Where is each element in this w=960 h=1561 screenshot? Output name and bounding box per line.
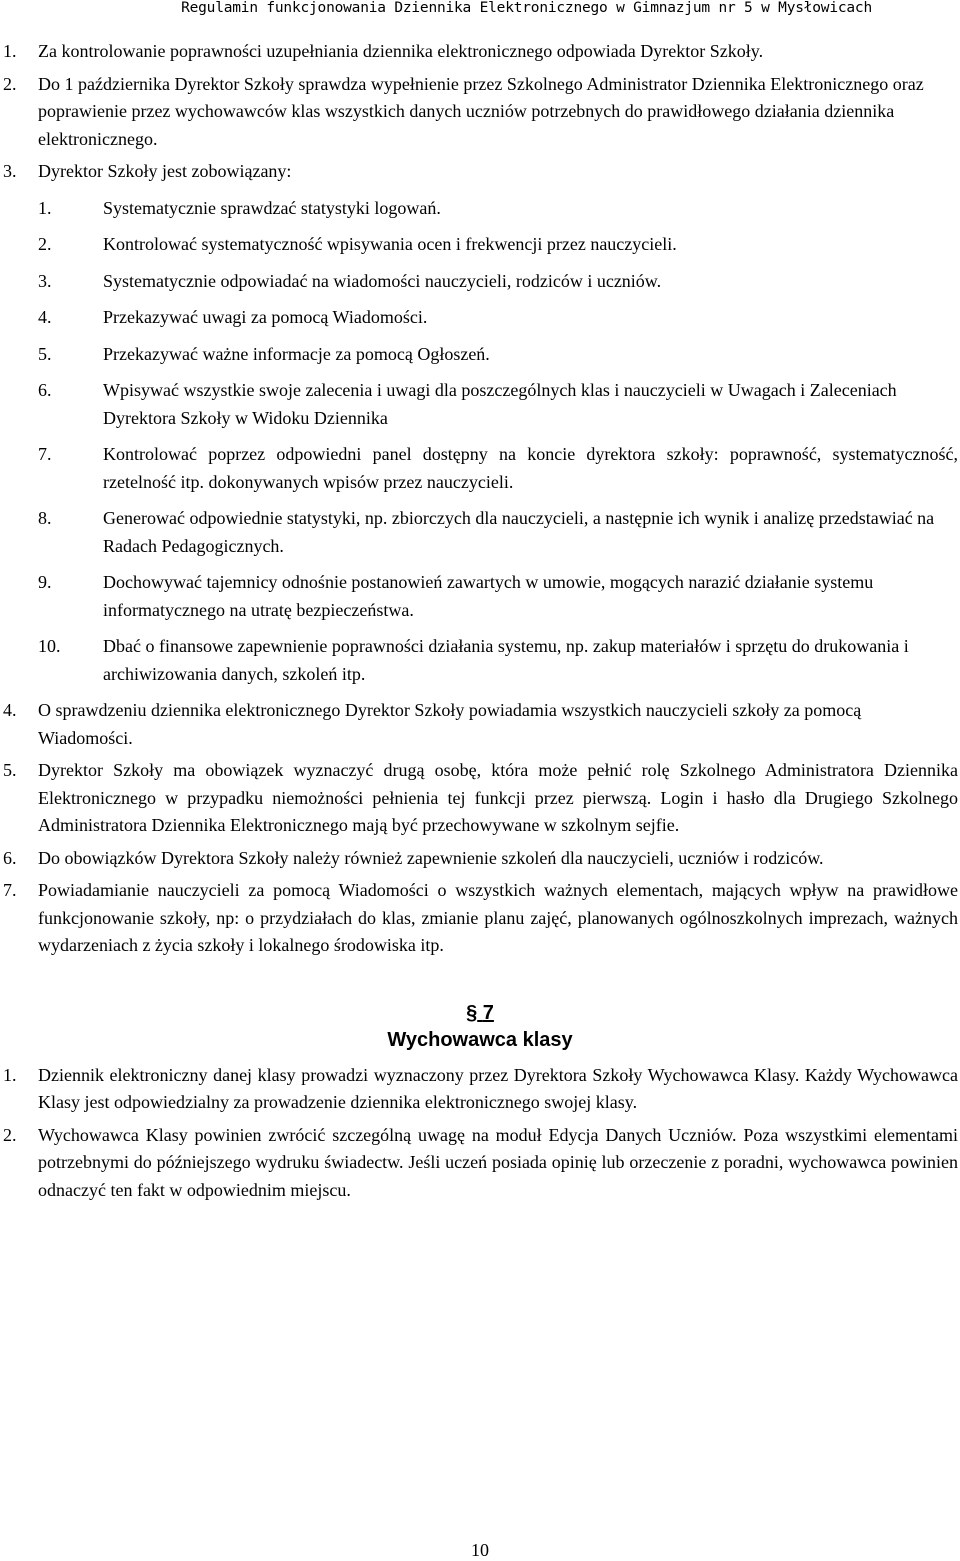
item-number: 9. — [38, 572, 52, 592]
section-number-value: 7 — [482, 1001, 494, 1024]
list-item — [0, 757, 960, 840]
section-symbol: § — [466, 1001, 478, 1024]
item-text: O sprawdzeniu dziennika elektronicznego Dyrektor Szkoły powiadamia wszystkich nauczycieli szkoły za pomocą Wiadomości. — [38, 700, 862, 748]
item-text: Powiadamianie nauczycieli za pomocą Wiadomości o wszystkich ważnych elementach, mających wpływ na prawidłowe funkcjonowanie szkoły, np: o przydziałach do klas, zmianie planu zajęć, planowanych ogólnoszkolnych imprezach, ważnych wydarzeniach z życia szkoły i lokalnego środowiska itp. — [38, 880, 958, 955]
item-text: Przekazywać uwagi za pomocą Wiadomości. — [103, 307, 428, 327]
sub-list-item — [0, 195, 960, 223]
item-text: Za kontrolowanie poprawności uzupełniania dziennika elektronicznego odpowiada Dyrektor Szkoły. — [38, 41, 764, 61]
sub-list-item — [0, 569, 960, 624]
item-number: 7. — [38, 444, 52, 464]
sub-list-item — [0, 633, 960, 688]
section-title: Wychowawca klasy — [387, 1028, 573, 1051]
item-text: Wpisywać wszystkie swoje zalecenia i uwagi dla poszczególnych klas i nauczycieli w Uwagach i Zaleceniach Dyrektora Szkoły w Widoku Dziennika — [103, 380, 897, 428]
item-number: 6. — [38, 380, 52, 400]
item-number: 8. — [38, 508, 52, 528]
item-text: Generować odpowiednie statystyki, np. zbiorczych dla nauczycieli, a następnie ich wynik i analizę przedstawiać na Radach Pedagogicznych. — [103, 508, 935, 556]
list-item — [0, 845, 960, 873]
item-number: 2. — [3, 73, 17, 94]
item-text: Systematycznie sprawdzać statystyki logowań. — [103, 197, 441, 218]
item-number: 10. — [38, 636, 61, 656]
item-number: 6. — [3, 847, 17, 868]
item-number: 1. — [3, 41, 17, 61]
list-item — [0, 1122, 960, 1205]
list-item — [0, 71, 960, 154]
item-text: Dyrektor Szkoły jest zobowiązany: — [38, 161, 292, 181]
item-text: Systematycznie odpowiadać na wiadomości nauczycieli, rodziców i uczniów. — [103, 270, 662, 291]
item-number: 1. — [38, 197, 52, 218]
item-text: Do 1 października Dyrektor Szkoły sprawdza wypełnienie przez Szkolnego Administrator Dziennika Elektronicznego oraz poprawienie przez wychowawców klas wszystkich danych uczniów potrzebnych do prawidłowego działania dziennika elektronicznego. — [38, 73, 924, 149]
item-number: 3. — [3, 161, 17, 181]
item-text: Kontrolować systematyczność wpisywania ocen i frekwencji przez nauczycieli. — [103, 234, 677, 254]
item-number: 2. — [38, 234, 52, 254]
item-number: 1. — [3, 1064, 17, 1085]
sub-list-item — [0, 231, 960, 259]
item-text: Do obowiązków Dyrektora Szkoły należy również zapewnienie szkoleń dla nauczycieli, uczniów i rodziców. — [38, 847, 824, 868]
item-number: 7. — [3, 880, 17, 900]
item-number: 5. — [3, 760, 17, 780]
sub-list-item — [0, 441, 960, 496]
item-number: 3. — [38, 270, 52, 291]
item-text: Kontrolować poprzez odpowiedni panel dostępny na koncie dyrektora szkoły: poprawność, systematyczność, rzetelność itp. dokonywanych wpisów przez nauczycieli. — [103, 444, 958, 492]
running-header: Regulamin funkcjonowania Dziennika Elektronicznego w Gimnazjum nr 5 w Mysłowicach — [181, 0, 872, 16]
item-text: Dyrektor Szkoły ma obowiązek wyznaczyć drugą osobę, która może pełnić rolę Szkolnego Administratora Dziennika Elektronicznego w przypadku niemożności pełnienia tej funkcji przez pierwszą. Login i hasło dla Drugiego Szkolnego Administratora Dziennika Elektronicznego mają być przechowywane w szkolnym sejfie. — [38, 760, 958, 835]
item-text: Wychowawca Klasy powinien zwrócić szczególną uwagę na moduł Edycja Danych Uczniów. Poza wszystkimi elementami potrzebnymi do późniejszego wydruku świadectw. Jeśli uczeń posiada opinię lub orzeczenie z poradni, wychowawca powinien odnaczyć ten fakt w odpowiednim miejscu. — [38, 1124, 958, 1200]
item-text: Przekazywać ważne informacje za pomocą Ogłoszeń. — [103, 343, 490, 364]
item-text: Dbać o finansowe zapewnienie poprawności działania systemu, np. zakup materiałów i sprzętu do drukowania i archiwizowania danych, szkoleń itp. — [103, 636, 909, 684]
page-number: 10 — [471, 1540, 489, 1560]
sub-list-item — [0, 505, 960, 560]
sub-list-item — [0, 304, 960, 332]
document-page — [0, 38, 960, 1209]
director-duties-list — [0, 195, 960, 689]
list-item — [0, 1062, 960, 1117]
section-heading — [0, 1000, 960, 1054]
item-number: 2. — [3, 1124, 17, 1145]
list-item — [0, 697, 960, 752]
item-text: Dochowywać tajemnicy odnośnie postanowień zawartych w umowie, mogących narazić działanie systemu informatycznego na utratę bezpieczeństwa. — [103, 572, 874, 620]
list-item — [0, 38, 960, 66]
section-number — [466, 1000, 494, 1027]
list-item — [0, 877, 960, 960]
sub-list-item — [0, 377, 960, 432]
item-number: 5. — [38, 343, 52, 364]
list-item — [0, 158, 960, 186]
sub-list-item — [0, 341, 960, 369]
sub-list-item — [0, 268, 960, 296]
item-text: Dziennik elektroniczny danej klasy prowadzi wyznaczony przez Dyrektora Szkoły Wychowawca Klasy. Każdy Wychowawca Klasy jest odpowiedzialny za prowadzenie dziennika elektronicznego swojej klasy. — [38, 1064, 958, 1112]
item-number: 4. — [38, 307, 52, 327]
item-number: 4. — [3, 700, 17, 720]
